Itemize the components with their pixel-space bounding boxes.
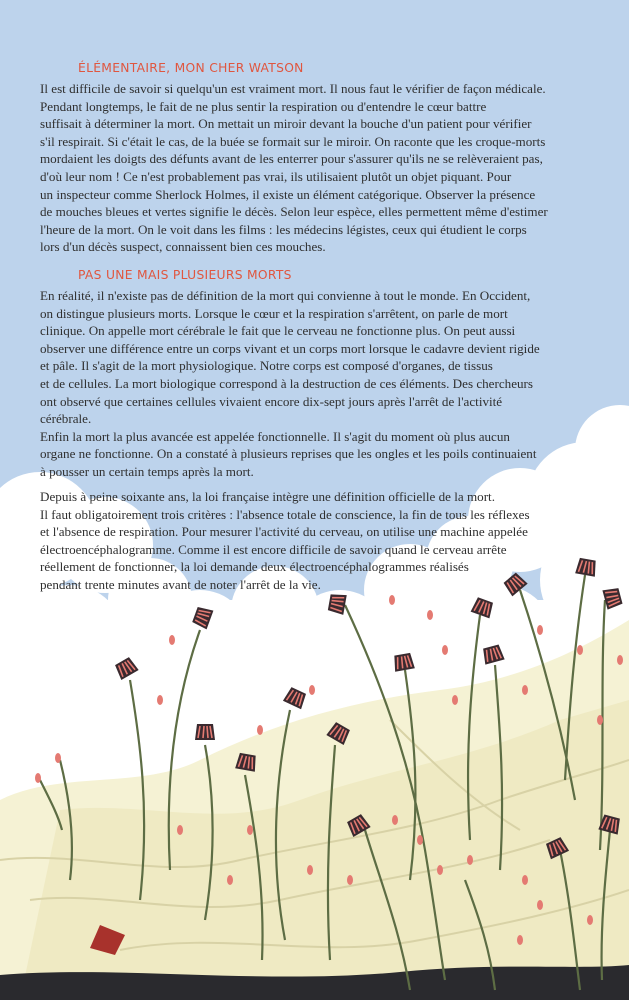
section-body-loi: Depuis à peine soixante ans, la loi française intègre une définition officielle de la mort. Il faut obligatoirement trois critères : l'absence totale de conscience, la fin de tous les réflexes et l'absence de respiration. Pour mesurer l'activité du cerveau, on utilise une machine appelée électroencéphalogramme. Comme il est encore difficile de savoir quand le cerveau arrête réellement de fonctionner, la loi demande deux électroencéphalogrammes réalisés pendant trente minutes avant de noter l'arrêt de la vie. <box>40 489 530 592</box>
section-body-plusieurs-morts: En réalité, il n'existe pas de définition de la mort qui convienne à tout le monde. En Occident, on distingue plusieurs morts. Lorsque le cœur et la respiration s'arrêtent, on parle de mort clinique. On appelle mort cérébrale le fait que le cerveau ne fonctionne plus. On peut aussi observer une différence entre un corps vivant et un corps mort lorsque le cadavre devient rigide et pâle. Il s'agit de la mort physiologique. Notre corps est composé d'organes, de tissus et de cellules. La mort biologique correspond à la destruction de ces éléments. Des chercheurs ont observé que certaines cellules vivaient encore dix-sept jours après l'arrêt de l'activité cérébrale. Enfin la mort la plus avancée est appelée fonctionnelle. Il s'agit du moment où plus aucun organe ne fonctionne. On a constaté à plusieurs reprises que les ongles et les poils continuaient à pousser un certain temps après la mort. <box>40 288 540 479</box>
section-body-watson: Il est difficile de savoir si quelqu'un est vraiment mort. Il nous faut le vérifier de façon médicale. Pendant longtemps, le fait de ne plus sentir la respiration ou d'entendre le cœur battre suffisait à déterminer la mort. On mettait un miroir devant la bouche d'un patient pour vérifier s'il respirait. Si c'était le cas, de la buée se formait sur le miroir. On raconte que les croque-morts mordaient les doigts des défunts avant de les enterrer pour s'assurer qu'ils ne se relèveraient pas, d'où leur nom ! Ce n'est probablement pas vrai, ils utilisaient plutôt un objet piquant. Pour un inspecteur comme Sherlock Holmes, il existe un élément catégorique. Observer la présence de mouches bleues et vertes signifie le décès. Selon leur espèce, elles permettent même d'estimer l'heure de la mort. On le voit dans les films : les médecins légistes, ceux qui étudient le corps lors d'un décès suspect, connaissent bien ces mouches. <box>40 81 548 255</box>
section-heading-plusieurs-morts: PAS UNE MAIS PLUSIEURS MORTS <box>78 268 292 282</box>
section-heading-watson: ÉLÉMENTAIRE, MON CHER WATSON <box>78 61 304 75</box>
